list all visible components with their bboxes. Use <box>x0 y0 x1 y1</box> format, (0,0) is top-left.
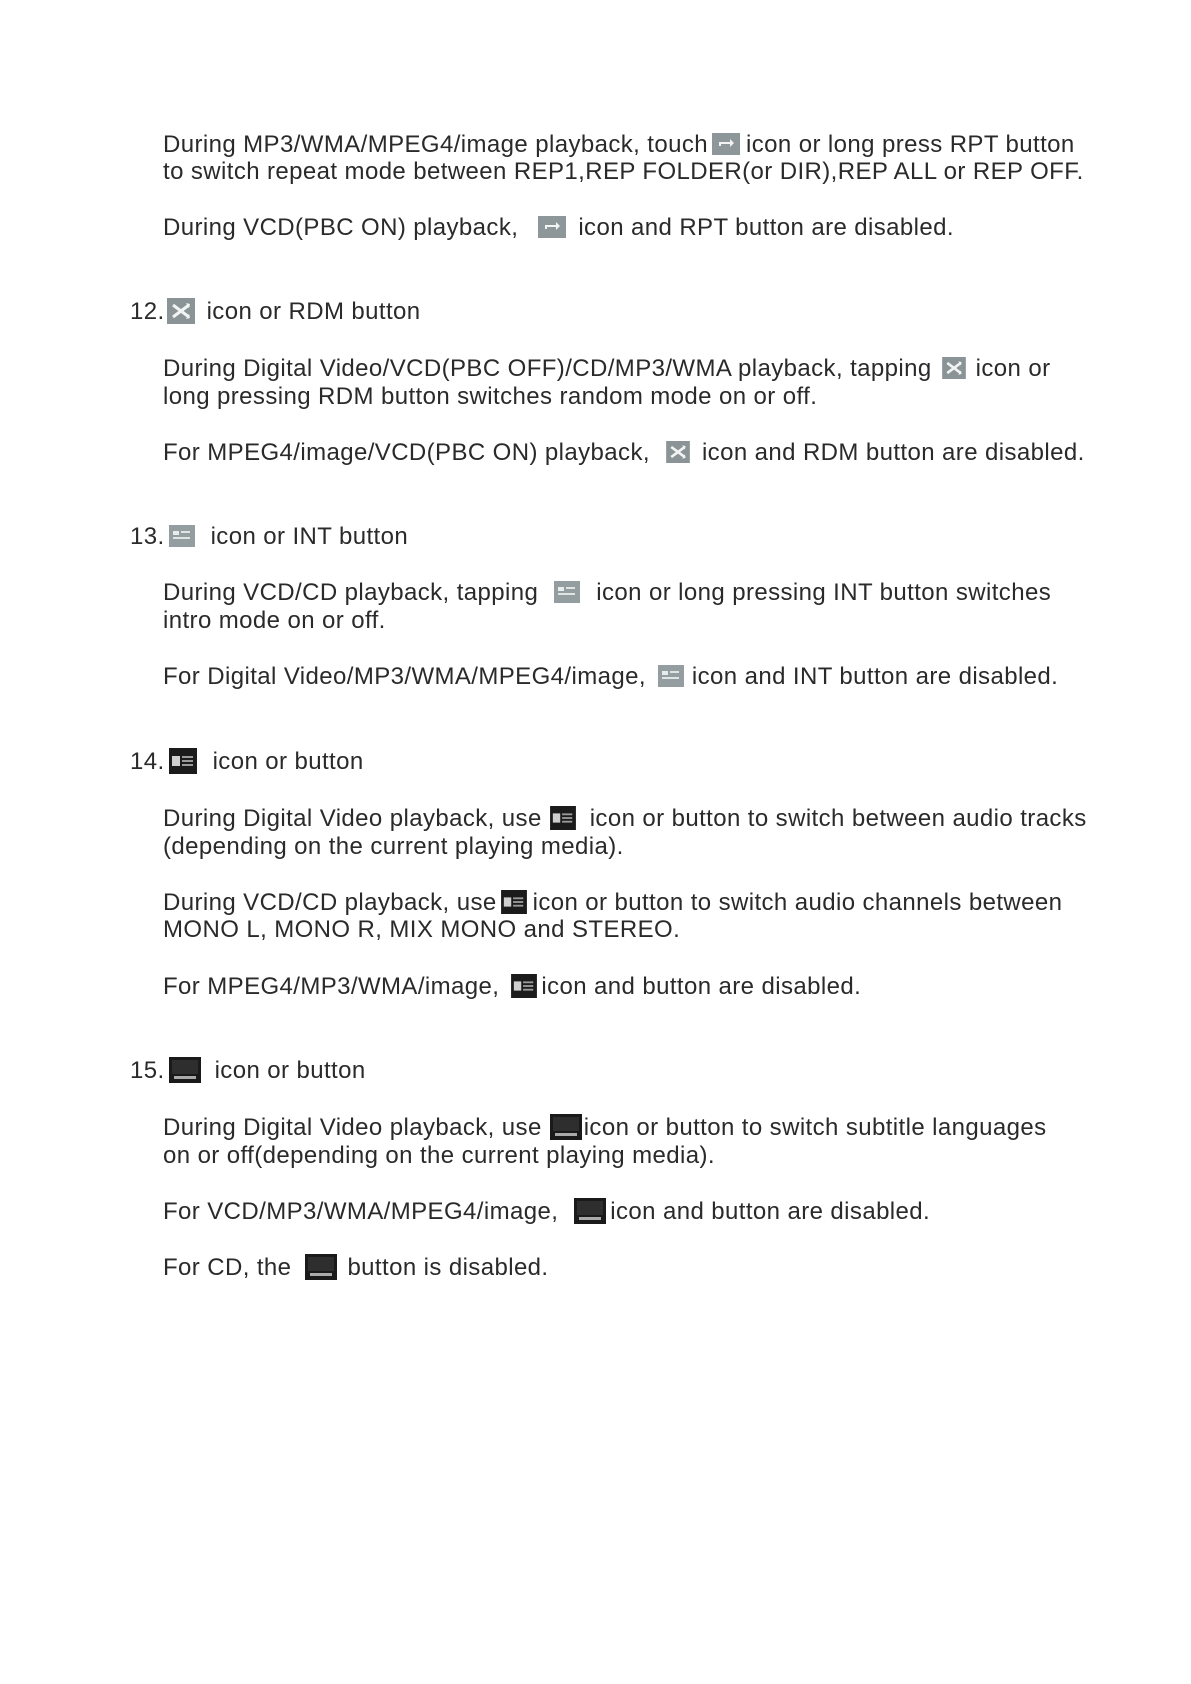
sec15-p3-line1 <box>163 1254 549 1282</box>
sec15-p1-text-b: icon or button to switch subtitle languages <box>583 1114 1047 1141</box>
subtitle-icon <box>169 1057 201 1083</box>
sec14-p3-text-b: icon and button are disabled. <box>541 973 862 1000</box>
audio-icon <box>501 890 527 914</box>
sec11-p1-line1 <box>163 131 1075 159</box>
sec14-p1-text-b: icon or button to switch between audio tracks <box>589 805 1087 832</box>
sec14-p2-text-c: MONO L, MONO R, MIX MONO and STEREO. <box>163 916 681 943</box>
sec13-p1-text-b: icon or long pressing INT button switches <box>596 579 1052 606</box>
sec14-p2-text-a: During VCD/CD playback, use <box>163 889 497 916</box>
sec15-p1-text-a: During Digital Video playback, use <box>163 1114 542 1141</box>
sec13-p1-line2 <box>163 607 386 635</box>
subtitle-icon <box>574 1198 606 1224</box>
sec13-number: 13. <box>130 523 165 550</box>
sec14-p2-line1 <box>163 889 1062 917</box>
sec15-p3-text-b: button is disabled. <box>347 1254 549 1281</box>
sec13-p2-line1 <box>163 663 1058 691</box>
sec11-p2-text-b: icon and RPT button are disabled. <box>578 214 954 241</box>
intro-icon <box>554 581 580 603</box>
sec12-title: icon or RDM button <box>206 298 421 325</box>
intro-icon <box>169 525 195 547</box>
sec13-heading <box>130 523 408 551</box>
sec12-number: 12. <box>130 298 165 325</box>
sec14-title: icon or button <box>212 748 364 775</box>
sec11-p2-line1 <box>163 214 954 242</box>
sec15-p3-text-a: For CD, the <box>163 1254 292 1281</box>
sec11-p1-text-a: During MP3/WMA/MPEG4/image playback, touch <box>163 131 708 158</box>
sec11-p1-line2 <box>163 158 1084 186</box>
repeat-icon <box>712 133 740 155</box>
sec14-p1-text-a: During Digital Video playback, use <box>163 805 542 832</box>
sec14-p3-line1 <box>163 973 861 1001</box>
sec15-p2-line1 <box>163 1198 930 1226</box>
sec15-p2-text-b: icon and button are disabled. <box>610 1198 931 1225</box>
sec13-p2-text-b: icon and INT button are disabled. <box>691 663 1059 690</box>
sec15-title: icon or button <box>214 1057 366 1084</box>
sec14-p1-text-c: (depending on the current playing media). <box>163 833 624 860</box>
sec13-title: icon or INT button <box>210 523 409 550</box>
sec12-p2-text-a: For MPEG4/image/VCD(PBC ON) playback, <box>163 439 650 466</box>
audio-icon <box>511 974 537 998</box>
audio-icon <box>550 806 576 830</box>
sec11-p1-text-c: to switch repeat mode between REP1,REP FOLDER(or DIR),REP ALL or REP OFF. <box>163 158 1084 185</box>
random-icon <box>666 441 690 463</box>
sec12-heading <box>130 298 421 326</box>
sec12-p1-text-a: During Digital Video/VCD(PBC OFF)/CD/MP3/WMA playback, tapping <box>163 355 932 382</box>
sec14-p3-text-a: For MPEG4/MP3/WMA/image, <box>163 973 500 1000</box>
sec12-p1-text-b: icon or <box>975 355 1051 382</box>
random-icon <box>942 357 966 379</box>
subtitle-icon <box>305 1254 337 1280</box>
sec15-number: 15. <box>130 1057 165 1084</box>
sec15-p1-text-c: on or off(depending on the current playing media). <box>163 1142 715 1169</box>
sec13-p1-line1 <box>163 579 1051 607</box>
sec13-p2-text-a: For Digital Video/MP3/WMA/MPEG4/image, <box>163 663 646 690</box>
random-icon <box>167 298 195 324</box>
sec12-p1-line1 <box>163 355 1050 383</box>
sec14-p2-text-b: icon or button to switch audio channels between <box>532 889 1063 916</box>
sec14-heading <box>130 748 364 776</box>
sec12-p2-text-b: icon and RDM button are disabled. <box>701 439 1085 466</box>
sec14-p2-line2 <box>163 916 680 944</box>
sec15-p1-line2 <box>163 1142 715 1170</box>
sec15-p2-text-a: For VCD/MP3/WMA/MPEG4/image, <box>163 1198 559 1225</box>
sec12-p1-text-c: long pressing RDM button switches random mode on or off. <box>163 383 818 410</box>
sec14-number: 14. <box>130 748 165 775</box>
sec12-p1-line2 <box>163 383 817 411</box>
sec15-p1-line1 <box>163 1114 1047 1142</box>
subtitle-icon <box>550 1114 582 1140</box>
audio-icon <box>169 748 197 774</box>
sec14-p1-line2 <box>163 833 624 861</box>
sec11-p2-text-a: During VCD(PBC ON) playback, <box>163 214 519 241</box>
sec14-p1-line1 <box>163 805 1087 833</box>
sec13-p1-text-c: intro mode on or off. <box>163 607 386 634</box>
sec15-heading <box>130 1057 366 1085</box>
sec11-p1-text-b: icon or long press RPT button <box>746 131 1075 158</box>
repeat-icon <box>538 216 566 238</box>
sec12-p2-line1 <box>163 439 1085 467</box>
intro-icon <box>658 665 684 687</box>
sec13-p1-text-a: During VCD/CD playback, tapping <box>163 579 539 606</box>
